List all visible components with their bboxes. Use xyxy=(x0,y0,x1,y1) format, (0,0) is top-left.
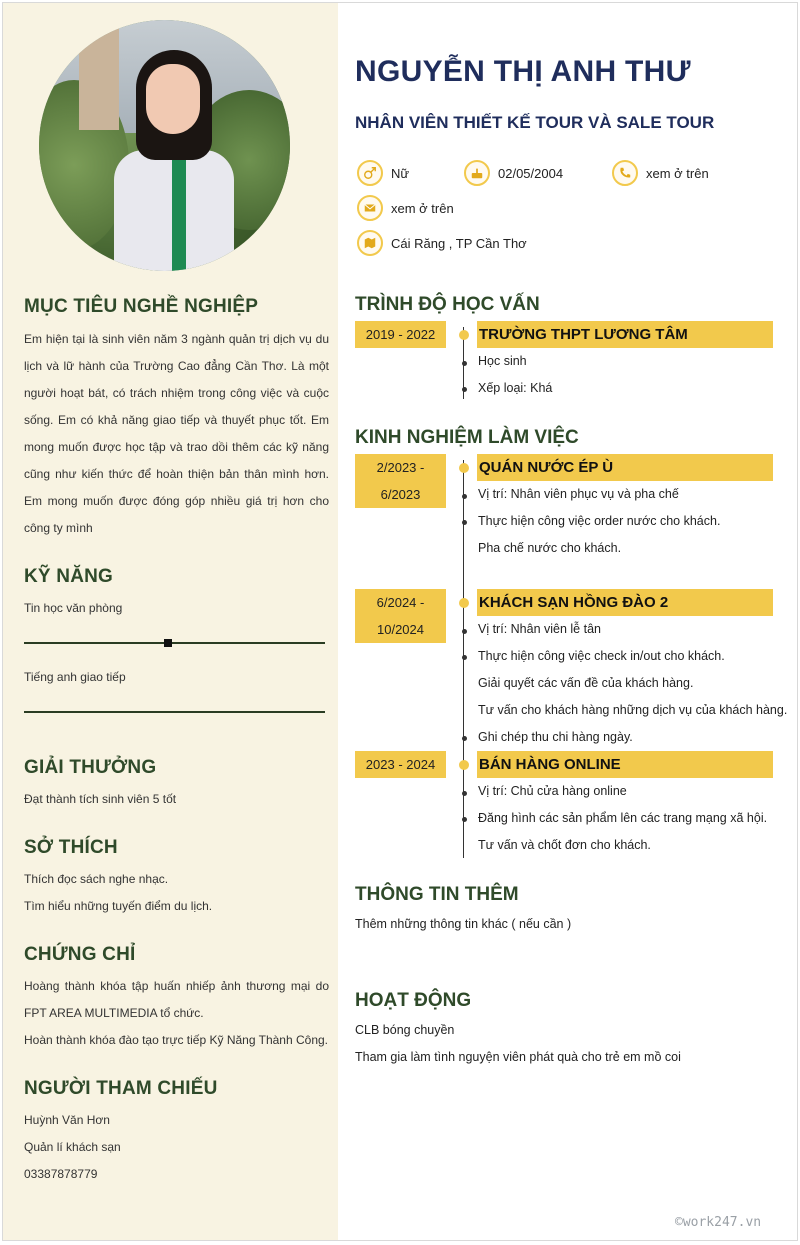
references-title: NGƯỜI THAM CHIẾU xyxy=(24,1078,218,1099)
birthdate-value: 02/05/2004 xyxy=(498,165,564,181)
skill-label: Tiếng anh giao tiếp xyxy=(24,670,126,684)
skill-bar xyxy=(24,711,325,713)
experience-detail: Vị trí: Nhân viên phục vụ và pha chế xyxy=(478,487,679,501)
reference-position: Quản lí khách sạn xyxy=(24,1140,121,1154)
map-icon xyxy=(357,230,383,256)
hobby-item: Thích đọc sách nghe nhạc. xyxy=(24,872,169,886)
experience-detail: Vị trí: Chủ cửa hàng online xyxy=(478,784,627,798)
award-item: Đạt thành tích sinh viên 5 tốt xyxy=(24,792,177,806)
bullet-dot xyxy=(462,655,467,660)
education-detail: Học sinh xyxy=(478,354,527,368)
phone-info xyxy=(612,160,709,186)
experience-detail: Pha chế nước cho khách. xyxy=(478,541,622,555)
address-value: Cái Răng , TP Cần Thơ xyxy=(391,235,527,251)
bullet-dot xyxy=(462,494,467,499)
experience-company: QUÁN NƯỚC ÉP Ù xyxy=(477,454,773,481)
experience-date: 6/2024 - 10/2024 xyxy=(355,589,446,643)
phone-value[interactable]: xem ở trên xyxy=(646,165,709,181)
job-title: NHÂN VIÊN THIẾT KẾ TOUR VÀ SALE TOUR xyxy=(355,113,715,132)
timeline-dot xyxy=(459,760,469,770)
activities-title: HOẠT ĐỘNG xyxy=(355,990,472,1011)
bullet-dot xyxy=(462,736,467,741)
experience-title: KINH NGHIỆM LÀM VIỆC xyxy=(355,427,579,448)
sidebar xyxy=(3,3,338,1240)
activity-item: Tham gia làm tình nguyện viên phát quà cho trẻ em mồ coi xyxy=(355,1050,681,1064)
reference-phone: 03387878779 xyxy=(24,1167,98,1181)
reference-name: Huỳnh Văn Hơn xyxy=(24,1113,110,1127)
cv-page xyxy=(2,2,798,1241)
bullet-dot xyxy=(462,387,467,392)
certificate-item: Hoàn thành khóa đào tạo trực tiếp Kỹ Năng Thành Công. xyxy=(24,1033,329,1047)
phone-icon xyxy=(612,160,638,186)
experience-detail: Tư vấn cho khách hàng những dịch vụ của khách hàng. xyxy=(478,703,788,717)
address-info xyxy=(357,230,527,256)
experience-date: 2/2023 - 6/2023 xyxy=(355,454,446,508)
timeline-dot xyxy=(459,463,469,473)
hobby-item: Tìm hiểu những tuyến điểm du lịch. xyxy=(24,899,213,913)
cake-icon xyxy=(464,160,490,186)
bullet-dot xyxy=(462,361,467,366)
objective-title: MỤC TIÊU NGHỀ NGHIỆP xyxy=(24,296,259,317)
skill-label: Tin học văn phòng xyxy=(24,601,123,615)
gender-value: Nữ xyxy=(391,165,410,181)
experience-detail: Tư vấn và chốt đơn cho khách. xyxy=(478,838,651,852)
experience-date: 2023 - 2024 xyxy=(355,751,446,778)
gender-info xyxy=(357,160,409,186)
experience-detail: Ghi chép thu chi hàng ngày. xyxy=(478,730,633,744)
envelope-icon xyxy=(357,195,383,221)
bullet-dot xyxy=(462,629,467,634)
bullet-dot xyxy=(462,520,467,525)
email-info xyxy=(357,195,454,221)
timeline-dot xyxy=(459,330,469,340)
education-detail: Xếp loại: Khá xyxy=(478,381,553,395)
experience-company: BÁN HÀNG ONLINE xyxy=(477,751,773,778)
experience-detail: Vị trí: Nhân viên lễ tân xyxy=(478,622,601,636)
watermark: ©work247.vn xyxy=(675,1215,762,1230)
education-title: TRÌNH ĐỘ HỌC VẤN xyxy=(355,294,540,315)
timeline-dot xyxy=(459,598,469,608)
extra-text: Thêm những thông tin khác ( nếu cần ) xyxy=(355,917,572,931)
activity-item: CLB bóng chuyền xyxy=(355,1023,455,1037)
bullet-dot xyxy=(462,791,467,796)
experience-detail: Thực hiện công việc check in/out cho khách. xyxy=(478,649,725,663)
experience-company: KHÁCH SẠN HỒNG ĐÀO 2 xyxy=(477,589,773,616)
skill-bar xyxy=(24,642,325,644)
skills-title: KỸ NĂNG xyxy=(24,566,114,587)
hobbies-title: SỞ THÍCH xyxy=(24,837,118,858)
certificates-title: CHỨNG CHỈ xyxy=(24,944,136,965)
education-school: TRƯỜNG THPT LƯƠNG TÂM xyxy=(477,321,773,348)
skill-level-marker xyxy=(164,639,172,647)
birthdate-info xyxy=(464,160,563,186)
bullet-dot xyxy=(462,817,467,822)
email-value[interactable]: xem ở trên xyxy=(391,200,454,216)
certificate-item: Hoàng thành khóa tập huấn nhiếp ảnh thương mại do FPT AREA MULTIMEDIA tổ chức. xyxy=(24,979,329,1020)
full-name: NGUYỄN THỊ ANH THƯ xyxy=(355,55,691,88)
awards-title: GIẢI THƯỞNG xyxy=(24,757,157,778)
avatar xyxy=(39,20,290,271)
experience-detail: Thực hiện công việc order nước cho khách. xyxy=(478,514,721,528)
extra-title: THÔNG TIN THÊM xyxy=(355,884,519,905)
experience-detail: Đăng hình các sản phẩm lên các trang mạng xã hội. xyxy=(478,811,768,825)
education-date: 2019 - 2022 xyxy=(355,321,446,348)
experience-detail: Giải quyết các vấn đề của khách hàng. xyxy=(478,676,694,690)
objective-text: Em hiện tại là sinh viên năm 3 ngành quản trị dịch vụ du lịch và lữ hành của Trường Cao đẳng Cần Thơ. Là một người hoạt bát, có trách nhiệm trong công việc và cuộc sống. Em có khả năng giao tiếp và thuyết phục tốt. Em mong muốn được học tập và trao dồi thêm các kỹ năng cũng như kiến thức để hoàn thiện bản thân mình hơn. Em mong muốn được đóng góp nhiều giá trị hơn cho công ty mình xyxy=(24,332,329,535)
gender-icon xyxy=(357,160,383,186)
